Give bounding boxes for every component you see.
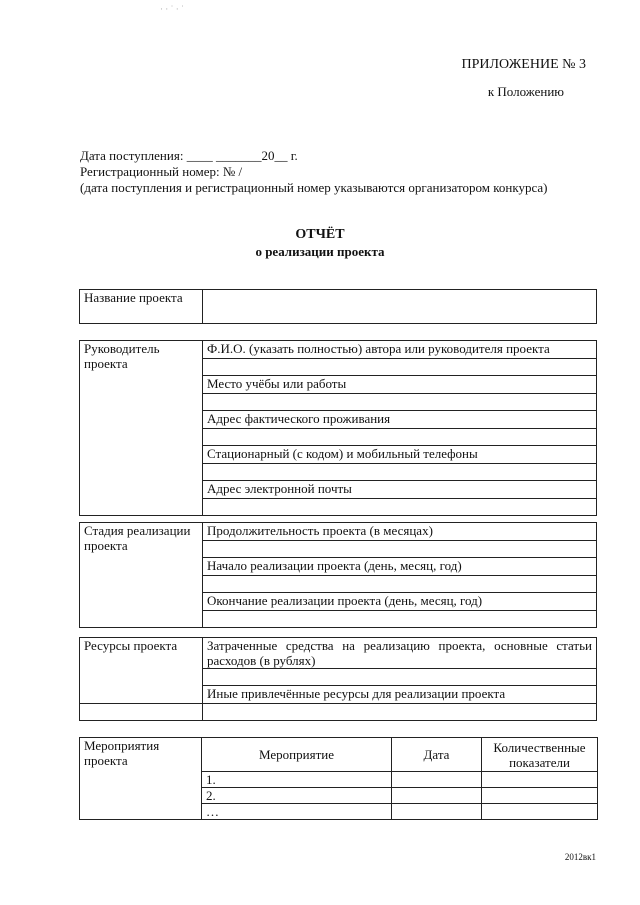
report-subtitle: о реализации проекта (255, 244, 385, 259)
resources-field-label: Иные привлечённые ресурсы для реализации проекта (203, 686, 597, 704)
leader-field-label: Адрес электронной почты (203, 481, 597, 499)
leader-phone-input[interactable] (203, 464, 597, 481)
intake-note: (дата поступления и регистрационный номер указываются организатором конкурса) (80, 180, 548, 195)
event-number: 1. (202, 772, 392, 788)
leader-workplace-input[interactable] (203, 394, 597, 411)
leader-label: Руководитель проекта (80, 341, 203, 516)
document-code: 2012вк1 (564, 852, 596, 862)
resources-field-label: Затраченные средства на реализацию проекта, основные статьи расходов (в рублях) (203, 638, 597, 669)
event-date-input[interactable] (392, 788, 482, 804)
events-table (79, 737, 598, 820)
resources-spent-input[interactable] (203, 669, 597, 686)
stage-end-input[interactable] (203, 611, 597, 628)
leader-field-label: Ф.И.О. (указать полностью) автора или руководителя проекта (203, 341, 597, 359)
leader-name-input[interactable] (203, 359, 597, 376)
resources-label: Ресурсы проекта (80, 638, 203, 704)
resources-other-input[interactable] (203, 704, 597, 721)
resources-table (79, 637, 597, 721)
events-column-header: Количественные показатели (482, 738, 598, 772)
stage-field-label: Окончание реализации проекта (день, месяц, год) (203, 593, 597, 611)
leader-email-input[interactable] (203, 499, 597, 516)
stage-label: Стадия реализации проекта (80, 523, 203, 628)
stage-start-input[interactable] (203, 576, 597, 593)
stage-duration-input[interactable] (203, 541, 597, 558)
leader-table (79, 340, 597, 516)
event-date-input[interactable] (392, 772, 482, 788)
leader-field-label: Адрес фактического проживания (203, 411, 597, 429)
project-name-field[interactable] (203, 290, 597, 324)
event-number: … (202, 804, 392, 820)
leader-address-input[interactable] (203, 429, 597, 446)
leader-field-label: Стационарный (с кодом) и мобильный телефоны (203, 446, 597, 464)
resources-label-blank (80, 704, 203, 721)
registration-number-line: Регистрационный номер: № / (80, 164, 243, 179)
appendix-subtitle: к Положению (487, 84, 564, 99)
appendix-number: ПРИЛОЖЕНИЕ № 3 (461, 57, 586, 72)
leader-field-label: Место учёбы или работы (203, 376, 597, 394)
event-metrics-input[interactable] (482, 788, 598, 804)
stage-table (79, 522, 597, 628)
events-label: Мероприятия проекта (80, 738, 202, 820)
stage-field-label: Начало реализации проекта (день, месяц, год) (203, 558, 597, 576)
scan-speck: · · ˙ · ˙ (160, 4, 184, 14)
stage-field-label: Продолжительность проекта (в месяцах) (203, 523, 597, 541)
report-title: ОТЧЁТ (295, 227, 345, 242)
event-date-input[interactable] (392, 804, 482, 820)
events-column-header: Дата (392, 738, 482, 772)
event-metrics-input[interactable] (482, 804, 598, 820)
event-number: 2. (202, 788, 392, 804)
project-name-label: Название проекта (80, 290, 203, 324)
events-column-header: Мероприятие (202, 738, 392, 772)
event-metrics-input[interactable] (482, 772, 598, 788)
project-name-table (79, 289, 597, 324)
intake-date-line: Дата поступления: ____ _______20__ г. (80, 148, 298, 163)
